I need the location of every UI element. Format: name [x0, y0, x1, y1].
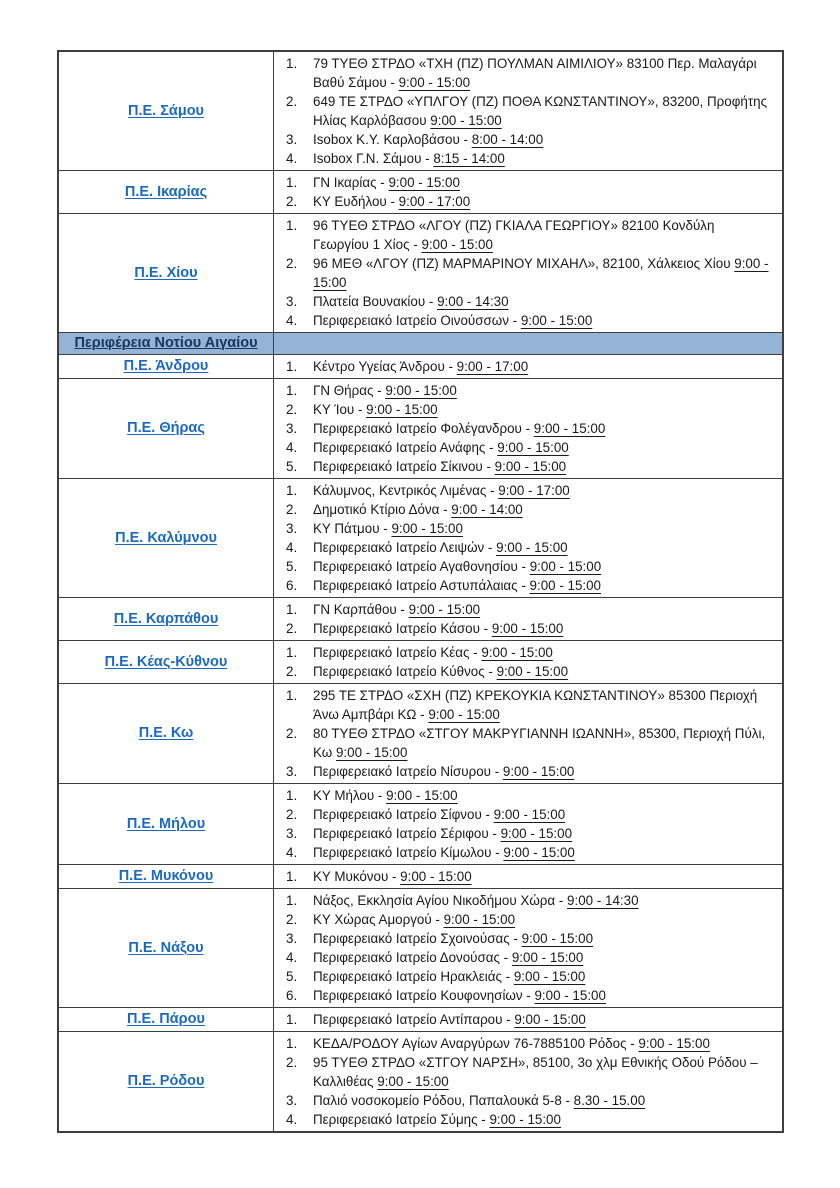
item-number: 1. [286, 602, 298, 617]
region-cell [59, 865, 274, 888]
facilities-cell [274, 379, 782, 478]
facility-text: Παλιό νοσοκομείο Ρόδου, Παπαλουκά 5-8 - [313, 1093, 574, 1108]
facility-item [286, 54, 774, 92]
facility-hours: 9:00 - 15:00 [493, 807, 566, 822]
facility-entry [313, 1091, 774, 1110]
facility-hours: 9:00 - 15:00 [529, 559, 602, 574]
region-link[interactable]: Π.Ε. Νάξου [128, 939, 204, 956]
facility-hours: 9:00 - 15:00 [313, 256, 769, 290]
facility-hours: 9:00 - 15:00 [513, 969, 586, 984]
facility-item [286, 419, 774, 438]
item-number: 3. [286, 1093, 298, 1108]
facility-entry [313, 1053, 774, 1091]
region-cell [59, 784, 274, 864]
table-row [59, 378, 782, 478]
facility-text: ΚΥ Μυκόνου - [313, 869, 401, 884]
item-number: 5. [286, 559, 298, 574]
item-number: 1. [286, 788, 298, 803]
item-number: 4. [286, 1112, 298, 1127]
facility-item [286, 149, 774, 168]
item-number: 2. [286, 194, 298, 209]
facility-hours: 9:00 - 15:00 [421, 237, 493, 252]
facility-item [286, 292, 774, 311]
facility-item [286, 1091, 774, 1110]
facility-entry [313, 662, 774, 681]
facility-entry [313, 1110, 774, 1129]
facility-hours: 9:00 - 15:00 [500, 826, 573, 841]
facility-hours: 9:00 - 15:00 [520, 313, 593, 328]
item-number: 3. [286, 826, 298, 841]
facility-hours: 9:00 - 15:00 [511, 950, 584, 965]
facility-item [286, 92, 774, 130]
facility-text: Περιφερειακό Ιατρείο Κύθνος - [313, 664, 497, 679]
facility-text: ΓΝ Καρπάθου - [313, 602, 409, 617]
region-link[interactable]: Π.Ε. Καρπάθου [113, 610, 219, 627]
item-number: 2. [286, 807, 298, 822]
facility-text: 95 ΤΥΕΘ ΣΤΡΔΟ «ΣΤΓΟΥ ΝΑΡΣΗ», 85100, 3ο χλμ Εθνικής Οδού Ρόδου – Καλλιθέας [313, 1055, 758, 1089]
item-number: 2. [286, 726, 298, 741]
facility-item [286, 686, 774, 724]
item-number: 1. [286, 1036, 298, 1051]
facility-entry [313, 600, 774, 619]
facilities-cell [274, 479, 782, 597]
facility-hours: 9:00 - 15:00 [388, 175, 460, 190]
facility-text: Περιφερειακό Ιατρείο Δονούσας - [313, 950, 512, 965]
facility-hours: 8.30 - 15.00 [573, 1093, 646, 1108]
region-cell [59, 479, 274, 597]
facilities-cell [274, 641, 782, 683]
facility-item [286, 1034, 774, 1053]
item-number: 6. [286, 578, 298, 593]
facility-hours: 9:00 - 15:00 [494, 459, 567, 474]
facility-entry [313, 438, 774, 457]
facility-text: 295 ΤΕ ΣΤΡΔΟ «ΣΧΗ (ΠΖ) ΚΡΕΚΟΥΚΙΑ ΚΩΝΣΤΑΝΤΙΝΟΥ» 85300 Περιοχή Άνω Αμπβάρι ΚΩ - [313, 688, 758, 722]
facility-entry [313, 986, 774, 1005]
facility-item [286, 786, 774, 805]
facility-item [286, 762, 774, 781]
facility-entry [313, 843, 774, 862]
facility-hours: 9:00 - 15:00 [386, 788, 458, 803]
facility-entry [313, 419, 774, 438]
facility-text: ΚΕΔΑ/ΡΟΔΟΥ Αγίων Αναργύρων 76-7885100 Ρόδος - [313, 1036, 639, 1051]
facility-entry [313, 948, 774, 967]
item-number: 1. [286, 56, 298, 71]
facility-entry [313, 381, 774, 400]
facility-entry [313, 1010, 774, 1029]
facilities-cell [274, 684, 782, 783]
facility-entry [313, 557, 774, 576]
facility-text: Περιφερειακό Ιατρείο Ανάφης - [313, 440, 498, 455]
facility-text: Πλατεία Βουνακίου - [313, 294, 438, 309]
item-number: 2. [286, 502, 298, 517]
facility-text: Δημοτικό Κτίριο Δόνα - [313, 502, 452, 517]
facility-text: Περιφερειακό Ιατρείο Σέριφου - [313, 826, 501, 841]
item-number: 3. [286, 294, 298, 309]
region-link[interactable]: Π.Ε. Κω [138, 725, 194, 741]
facility-entry [313, 149, 774, 168]
facility-text: ΚΥ Μήλου - [313, 788, 387, 803]
region-cell [59, 1032, 274, 1131]
regions-table [57, 50, 784, 1133]
region-cell [59, 641, 274, 683]
facilities-cell [274, 865, 782, 888]
facility-item [286, 843, 774, 862]
item-number: 1. [286, 645, 298, 660]
facility-entry [313, 805, 774, 824]
facility-item [286, 500, 774, 519]
table-row [59, 1031, 782, 1131]
facility-text: Περιφερειακό Ιατρείο Σίκινου - [313, 459, 495, 474]
region-link[interactable]: Π.Ε. Ρόδου [127, 1073, 205, 1089]
facility-entry [313, 891, 774, 910]
facility-hours: 9:00 - 15:00 [521, 931, 594, 946]
facility-item [286, 948, 774, 967]
facility-hours: 9:00 - 15:00 [377, 1074, 449, 1089]
facility-item [286, 1010, 774, 1029]
table-row [59, 170, 782, 213]
facility-text: Περιφερειακό Ιατρείο Λειψών - [313, 540, 497, 555]
facilities-cell [274, 52, 782, 170]
facility-entry [313, 500, 774, 519]
facility-entry [313, 216, 774, 254]
facilities-cell [274, 1032, 782, 1131]
item-number: 3. [286, 132, 298, 147]
facility-hours: 8:15 - 14:00 [433, 151, 505, 166]
region-link[interactable]: Π.Ε. Χίου [134, 264, 198, 281]
facility-text: Περιφερειακό Ιατρείο Οινούσσων - [313, 313, 521, 328]
facility-entry [313, 686, 774, 724]
facility-hours: 9:00 - 15:00 [430, 113, 502, 128]
table-row [59, 52, 782, 170]
facility-entry [313, 311, 774, 330]
table-row [59, 1007, 782, 1031]
facility-hours: 9:00 - 15:00 [529, 578, 602, 593]
facility-entry [313, 576, 774, 595]
region-link[interactable]: Π.Ε. Κέας-Κύθνου [104, 653, 228, 670]
item-number: 1. [286, 218, 298, 233]
facility-hours: 9:00 - 15:00 [366, 402, 438, 417]
facility-item [286, 381, 774, 400]
facility-text: Νάξος, Εκκλησία Αγίου Νικοδήμου Χώρα - [313, 893, 568, 908]
facilities-cell [274, 1008, 782, 1031]
item-number: 6. [286, 988, 298, 1003]
facility-hours: 9:00 - 15:00 [502, 764, 575, 779]
item-number: 4. [286, 440, 298, 455]
facility-text: ΚΥ Πάτμου - [313, 521, 392, 536]
facility-entry [313, 619, 774, 638]
facility-hours: 9:00 - 15:00 [514, 1012, 586, 1027]
facility-item [286, 1053, 774, 1091]
facility-hours: 9:00 - 14:00 [451, 502, 523, 517]
item-number: 4. [286, 313, 298, 328]
facility-entry [313, 786, 774, 805]
region-cell [59, 889, 274, 1007]
facility-hours: 9:00 - 15:00 [400, 869, 472, 884]
item-number: 3. [286, 931, 298, 946]
facility-entry [313, 762, 774, 781]
item-number: 2. [286, 621, 298, 636]
facility-hours: 9:00 - 15:00 [497, 440, 569, 455]
facility-item [286, 600, 774, 619]
facility-hours: 9:00 - 15:00 [335, 745, 408, 760]
facility-hours: 9:00 - 15:00 [391, 521, 463, 536]
facility-item [286, 805, 774, 824]
table-row [59, 640, 782, 683]
item-number: 2. [286, 256, 298, 271]
facility-hours: 9:00 - 14:30 [437, 294, 509, 309]
facility-text: Περιφερειακό Ιατρείο Νίσυρου - [313, 764, 503, 779]
table-row [59, 597, 782, 640]
facility-item [286, 438, 774, 457]
facility-hours: 9:00 - 15:00 [534, 988, 606, 1003]
facility-item [286, 910, 774, 929]
region-link[interactable]: Π.Ε. Θήρας [127, 420, 205, 436]
facility-item [286, 619, 774, 638]
facility-entry [313, 967, 774, 986]
facility-entry [313, 481, 774, 500]
facility-item [286, 357, 774, 376]
facility-text: Περιφερειακό Ιατρείο Αγαθονησίου - [313, 559, 530, 574]
facilities-cell [274, 214, 782, 332]
region-cell [59, 598, 274, 640]
region-cell [59, 333, 274, 354]
facility-item [286, 576, 774, 595]
facility-text: Κέντρο Υγείας Άνδρου - [313, 359, 457, 374]
item-number: 1. [286, 893, 298, 908]
facility-item [286, 311, 774, 330]
facility-hours: 9:00 - 15:00 [503, 845, 575, 860]
facility-entry [313, 130, 774, 149]
region-cell [59, 355, 274, 378]
facility-text: Περιφερειακό Ιατρείο Αντίπαρου - [313, 1012, 515, 1027]
facility-item [286, 824, 774, 843]
facility-hours: 8:00 - 14:00 [471, 132, 544, 147]
facility-entry [313, 400, 774, 419]
item-number: 2. [286, 94, 298, 109]
facility-entry [313, 1034, 774, 1053]
region-cell [59, 214, 274, 332]
facilities-cell [274, 598, 782, 640]
facility-entry [313, 519, 774, 538]
region-cell [59, 1008, 274, 1031]
facility-item [286, 192, 774, 211]
facility-text: 649 ΤΕ ΣΤΡΔΟ «ΥΠΛΓΟΥ (ΠΖ) ΠΟΘΑ ΚΩΝΣΤΑΝΤΙΝΟΥ», 83200, Προφήτης Ηλίας Καρλόβασου [313, 94, 768, 128]
facility-text: ΓΝ Ικαρίας - [313, 175, 389, 190]
facility-text: 96 ΜΕΘ «ΛΓΟΥ (ΠΖ) ΜΑΡΜΑΡΙΝΟΥ ΜΙΧΑΗΛ», 82100, Χάλκειος Χίου [313, 256, 735, 271]
item-number: 4. [286, 540, 298, 555]
facility-item [286, 929, 774, 948]
table-row [59, 783, 782, 864]
facility-entry [313, 292, 774, 311]
facility-hours: 9:00 - 17:00 [398, 194, 471, 209]
facility-item [286, 986, 774, 1005]
facility-entry [313, 54, 774, 92]
region-link[interactable]: Π.Ε. Καλύμνου [115, 529, 217, 546]
facility-text: Isobox Κ.Υ. Καρλοβάσου - [313, 132, 472, 147]
facility-text: ΚΥ Ευδήλου - [313, 194, 399, 209]
facility-text: Περιφερειακό Ιατρείο Φολέγανδρου - [313, 421, 534, 436]
item-number: 5. [286, 459, 298, 474]
section-title: Περιφέρεια Νοτίου Αιγαίου [74, 335, 258, 351]
facility-item [286, 481, 774, 500]
facility-hours: 9:00 - 17:00 [498, 483, 570, 498]
facility-item [286, 130, 774, 149]
facility-text: 79 ΤΥΕΘ ΣΤΡΔΟ «ΤΧΗ (ΠΖ) ΠΟΥΛΜΑΝ ΑΙΜΙΛΙΟΥ» 83100 Περ. Μαλαγάρι Βαθύ Σάμου - [313, 56, 757, 90]
region-cell [59, 52, 274, 170]
facilities-cell [274, 784, 782, 864]
facility-entry [313, 538, 774, 557]
facility-text: Περιφερειακό Ιατρείο Σύμης - [313, 1112, 490, 1127]
facility-hours: 9:00 - 15:00 [385, 383, 457, 398]
facility-text: Περιφερειακό Ιατρείο Κουφονησίων - [313, 988, 535, 1003]
region-link[interactable]: Π.Ε. Σάμου [127, 102, 204, 119]
facility-text: Κάλυμνος, Κεντρικός Λιμένας - [313, 483, 499, 498]
facility-hours: 9:00 - 14:30 [567, 893, 639, 908]
table-row [59, 683, 782, 783]
facility-item [286, 891, 774, 910]
table-row [59, 478, 782, 597]
item-number: 1. [286, 383, 298, 398]
facilities-cell [274, 355, 782, 378]
item-number: 2. [286, 1055, 298, 1070]
facility-hours: 9:00 - 17:00 [456, 359, 529, 374]
facility-entry [313, 173, 774, 192]
item-number: 1. [286, 175, 298, 190]
facility-hours: 9:00 - 15:00 [489, 1112, 561, 1127]
facility-item [286, 662, 774, 681]
table-row [59, 864, 782, 888]
facility-text: Περιφερειακό Ιατρείο Σίφνου - [313, 807, 494, 822]
item-number: 4. [286, 950, 298, 965]
region-link[interactable]: Π.Ε. Άνδρου [123, 358, 209, 374]
region-link[interactable]: Π.Ε. Μυκόνου [118, 868, 214, 884]
facility-item [286, 457, 774, 476]
table-row [59, 888, 782, 1007]
region-link[interactable]: Π.Ε. Πάρου [127, 1011, 205, 1027]
facility-entry [313, 867, 774, 886]
item-number: 4. [286, 151, 298, 166]
table-row [59, 213, 782, 332]
facilities-cell [274, 171, 782, 213]
facility-text: ΚΥ Χώρας Αμοργού - [313, 912, 444, 927]
facility-text: Περιφερειακό Ιατρείο Σχοινούσας - [313, 931, 522, 946]
item-number: 2. [286, 402, 298, 417]
item-number: 4. [286, 845, 298, 860]
facility-entry [313, 192, 774, 211]
facility-entry [313, 457, 774, 476]
item-number: 5. [286, 969, 298, 984]
facility-text: Isobox Γ.Ν. Σάμου - [313, 151, 434, 166]
facility-entry [313, 910, 774, 929]
facility-text: 80 ΤΥΕΘ ΣΤΡΔΟ «ΣΤΓΟΥ ΜΑΚΡΥΓΙΑΝΝΗ ΙΩΑΝΝΗ», 85300, Περιοχή Πύλι, Κω [313, 726, 766, 760]
item-number: 2. [286, 664, 298, 679]
item-number: 2. [286, 912, 298, 927]
facility-item [286, 724, 774, 762]
facilities-cell [274, 889, 782, 1007]
facility-item [286, 519, 774, 538]
facility-item [286, 967, 774, 986]
facility-hours: 9:00 - 15:00 [428, 707, 500, 722]
item-number: 3. [286, 521, 298, 536]
facilities-cell [274, 333, 782, 354]
facility-text: 96 ΤΥΕΘ ΣΤΡΔΟ «ΛΓΟΥ (ΠΖ) ΓΚΙΑΛΑ ΓΕΩΡΓΙΟΥ» 82100 Κονδύλη Γεωργίου 1 Χίος - [313, 218, 715, 252]
facility-entry [313, 643, 774, 662]
facility-hours: 9:00 - 15:00 [496, 540, 568, 555]
item-number: 3. [286, 764, 298, 779]
facility-text: Περιφερειακό Ιατρείο Κέας - [313, 645, 482, 660]
item-number: 1. [286, 1012, 298, 1027]
region-cell [59, 684, 274, 783]
facility-hours: 9:00 - 15:00 [443, 912, 516, 927]
item-number: 1. [286, 688, 298, 703]
facility-hours: 9:00 - 15:00 [491, 621, 564, 636]
region-link[interactable]: Π.Ε. Ικαρίας [124, 183, 208, 200]
facility-item [286, 538, 774, 557]
facility-hours: 9:00 - 15:00 [398, 75, 471, 90]
facility-item [286, 867, 774, 886]
region-cell [59, 379, 274, 478]
facility-entry [313, 254, 774, 292]
facility-item [286, 643, 774, 662]
facility-item [286, 254, 774, 292]
facility-entry [313, 824, 774, 843]
region-link[interactable]: Π.Ε. Μήλου [126, 815, 206, 832]
facility-entry [313, 724, 774, 762]
table-row [59, 354, 782, 378]
facility-hours: 9:00 - 15:00 [408, 602, 481, 617]
facility-entry [313, 357, 774, 376]
facility-text: Περιφερειακό Ιατρείο Κίμωλου - [313, 845, 504, 860]
facility-text: ΓΝ Θήρας - [313, 383, 386, 398]
facility-item [286, 1110, 774, 1129]
item-number: 1. [286, 483, 298, 498]
facility-text: Περιφερειακό Ιατρείο Αστυπάλαιας - [313, 578, 530, 593]
section-header-row [59, 332, 782, 354]
facility-text: Περιφερειακό Ιατρείο Ηρακλειάς - [313, 969, 514, 984]
item-number: 1. [286, 359, 298, 374]
facility-item [286, 400, 774, 419]
facility-hours: 9:00 - 15:00 [533, 421, 606, 436]
facility-hours: 9:00 - 15:00 [481, 645, 553, 660]
item-number: 3. [286, 421, 298, 436]
facility-hours: 9:00 - 15:00 [496, 664, 569, 679]
facility-item [286, 173, 774, 192]
facility-text: Περιφερειακό Ιατρείο Κάσου - [313, 621, 492, 636]
facility-item [286, 557, 774, 576]
facility-entry [313, 92, 774, 130]
item-number: 1. [286, 869, 298, 884]
facility-entry [313, 929, 774, 948]
facility-hours: 9:00 - 15:00 [638, 1036, 710, 1051]
facility-text: ΚΥ Ίου - [313, 402, 367, 417]
region-cell [59, 171, 274, 213]
facility-item [286, 216, 774, 254]
